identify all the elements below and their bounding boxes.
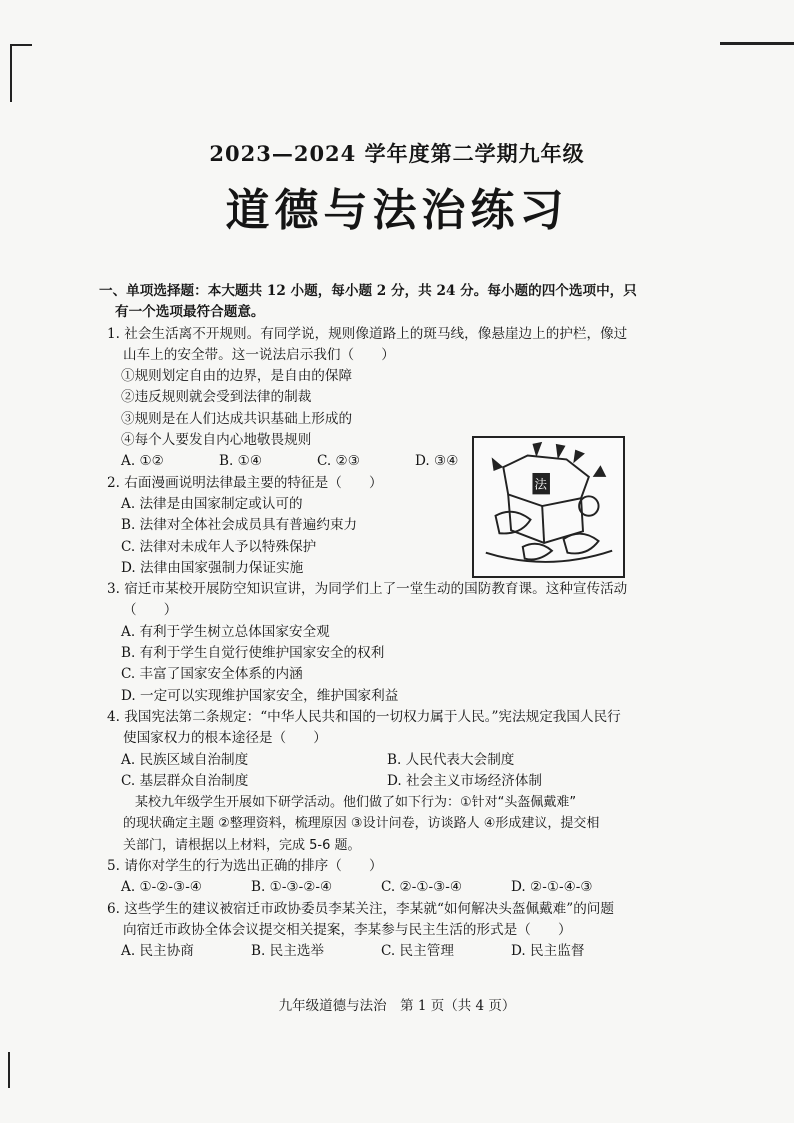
- q1-option-d[interactable]: D. ③④: [415, 453, 459, 470]
- cartoon-law-char: 法: [534, 476, 548, 492]
- q1-option-c[interactable]: C. ②③: [317, 453, 360, 470]
- q4-option-c[interactable]: C. 基层群众自治制度: [121, 772, 249, 789]
- q3-option-a[interactable]: A. 有利于学生树立总体国家安全观: [121, 623, 330, 640]
- q1-option-a[interactable]: A. ①②: [121, 453, 164, 470]
- page-footer: 九年级道德与法治 第 1 页（共 4 页）: [278, 998, 516, 1014]
- q6-stem-2: 向宿迁市政协全体会议提交相关提案，李某参与民主生活的形式是（ ）: [123, 921, 572, 938]
- material-line-1: 某校九年级学生开展如下研学活动。他们做了如下行为：①针对“头盔佩戴难”: [135, 795, 577, 811]
- q4-stem-2: 使国家权力的根本途径是（ ）: [123, 730, 327, 747]
- section1-heading-1: 一、单项选择题：本大题共 12 小题，每小题 2 分，共 24 分。每小题的四个选项中，只: [99, 283, 637, 299]
- q3-option-b[interactable]: B. 有利于学生自觉行使维护国家安全的权利: [121, 645, 385, 662]
- q3-option-c[interactable]: C. 丰富了国家安全体系的内涵: [121, 666, 303, 683]
- q2-stem: 2. 右面漫画说明法律最主要的特征是（ ）: [107, 474, 383, 491]
- q1-stem-2: 山车上的安全带。这一说法启示我们（ ）: [123, 346, 395, 363]
- scan-mark-top-left: [10, 44, 12, 102]
- q6-option-d[interactable]: D. 民主监督: [511, 943, 585, 960]
- q2-option-d[interactable]: D. 法律由国家强制力保证实施: [121, 559, 304, 576]
- q4-option-a[interactable]: A. 民族区域自治制度: [121, 751, 249, 768]
- q2-option-a[interactable]: A. 法律是由国家制定或认可的: [121, 495, 303, 512]
- q1-item-2: ②违反规则就会受到法律的制裁: [121, 389, 312, 406]
- q4-options-row-2: [107, 771, 677, 792]
- q6-option-b[interactable]: B. 民主选举: [251, 943, 325, 960]
- q4-stem-1: 4. 我国宪法第二条规定：“中华人民共和国的一切权力属于人民。”宪法规定我国人民行: [107, 708, 621, 725]
- q3-stem-1: 3. 宿迁市某校开展防空知识宣讲，为同学们上了一堂生动的国防教育课。这种宣传活动: [107, 581, 628, 598]
- scan-mark-bottom-left: [8, 1052, 10, 1088]
- q5-option-b[interactable]: B. ①-③-②-④: [251, 879, 333, 896]
- scan-mark-top-right: [720, 42, 794, 45]
- exam-title: 道德与法治练习: [225, 185, 569, 236]
- q5-option-a[interactable]: A. ①-②-③-④: [121, 879, 202, 896]
- q1-item-4: ④每个人要发自内心地敬畏规则: [121, 432, 312, 449]
- q5-option-c[interactable]: C. ②-①-③-④: [381, 879, 463, 896]
- q5-options: [107, 877, 677, 898]
- q1-item-1: ①规则划定自由的边界，是自由的保障: [121, 368, 353, 385]
- q5-option-d[interactable]: D. ②-①-④-③: [511, 879, 593, 896]
- q4-option-d[interactable]: D. 社会主义市场经济体制: [387, 772, 542, 789]
- q1-options: [107, 451, 677, 472]
- section1-heading-2: 有一个选项最符合题意。: [115, 304, 265, 321]
- material-line-2: 的现状确定主题 ②整理资料，梳理原因 ③设计问卷，访谈路人 ④形成建议，提交相: [123, 816, 600, 832]
- exam-year-line: 2023—2024 学年度第二学期九年级: [209, 141, 585, 166]
- q6-stem-1: 6. 这些学生的建议被宿迁市政协委员李某关注，李某就“如何解决头盔佩戴难”的问题: [107, 900, 614, 917]
- scan-mark-top-left-bar: [10, 44, 32, 46]
- material-line-3: 关部门，请根据以上材料，完成 5-6 题。: [123, 837, 361, 853]
- q6-options: [107, 941, 677, 962]
- q5-stem: 5. 请你对学生的行为选出正确的排序（ ）: [107, 858, 383, 875]
- q3-option-d[interactable]: D. 一定可以实现维护国家安全，维护国家利益: [121, 687, 399, 704]
- q2-option-b[interactable]: B. 法律对全体社会成员具有普遍约束力: [121, 517, 358, 534]
- q1-option-b[interactable]: B. ①④: [219, 453, 263, 470]
- q2-option-c[interactable]: C. 法律对未成年人予以特殊保护: [121, 538, 317, 555]
- q1-stem-1: 1. 社会生活离不开规则。有同学说，规则像道路上的斑马线，像悬崖边上的护栏，像过: [107, 325, 628, 342]
- q4-option-b[interactable]: B. 人民代表大会制度: [387, 751, 515, 768]
- q4-options-row-1: [107, 750, 677, 771]
- q6-option-c[interactable]: C. 民主管理: [381, 943, 454, 960]
- q1-item-3: ③规则是在人们达成共识基础上形成的: [121, 410, 353, 427]
- q6-option-a[interactable]: A. 民主协商: [121, 943, 194, 960]
- question-content: [99, 281, 677, 963]
- q3-stem-2: （ ）: [123, 602, 178, 619]
